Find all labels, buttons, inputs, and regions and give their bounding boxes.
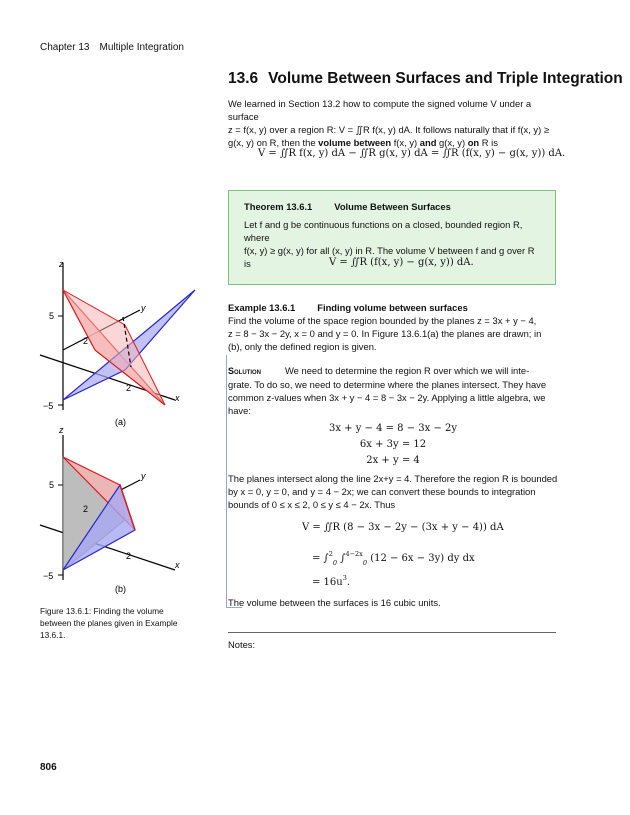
notes-label: Notes: [228,639,256,650]
intro-line-2: z = f(x, y) over a region R: V = ∬R f(x, y) dA. It follows naturally that if f(x, y) ≥ [228,124,549,135]
theorem-equation: V = ∬R (f(x, y) − g(x, y)) dA. [329,257,474,268]
section-heading [228,70,623,88]
page-number: 806 [40,762,57,773]
y-label-a: y [141,303,146,313]
theorem-title: Volume Between Surfaces [334,201,451,212]
integral-sign: ∫ [340,553,346,564]
example-body [228,314,558,353]
lower-limit: 0 [332,559,338,567]
z-label-b: z [59,425,64,435]
tick-2y-a: 2 [83,336,89,346]
solution-line-3: common z-values when 3x + y − 4 = 8 − 3x − 2y. Applying a little algebra, we [228,392,546,403]
intro-text: R is [479,137,498,148]
upper-limit: 2 [328,550,333,558]
theorem-line-3: is [244,258,251,269]
tick-minus5-a: −5 [43,401,54,411]
intro-line-1: We learned in Section 13.2 how to compute the signed volume V under a surface [228,98,532,122]
tick-2x-a: 2 [126,383,132,393]
theorem-line-2: f(x, y) ≥ g(x, y) for all (x, y) in R. The volume V between f and g over R [244,245,535,256]
solution-line-7: bounds of 0 ≤ x ≤ 2, 0 ≤ y ≤ 4 − 2x. Thus [228,499,396,510]
solution-line-5: The planes intersect along the line 2x+y = 4. Therefore the region R is bounded [228,473,558,484]
theorem-box [228,190,556,285]
unit-exponent: 3 [342,574,347,582]
intro-text: g(x, y) [436,137,468,148]
chapter-title: Multiple Integration [99,42,184,53]
solution-body-2 [228,472,558,511]
upper-limit: 4−2x [345,550,363,558]
integral-result: = 16u [312,577,343,588]
solution-text: We need to determine the region R over which we will inte- [285,365,530,376]
figure-a-plot [25,255,220,430]
subfigure-b-label: (b) [115,584,126,594]
integrand: (12 − 6x − 3y) dy dx [370,553,475,564]
integral-sign: = ∫ [312,553,329,564]
solution-line-4: have: [228,405,251,416]
section-number: 13.6 [228,70,259,87]
tick-5-a: 5 [49,311,55,321]
example-label: Example 13.6.1 [228,302,296,313]
notes-rule [228,632,556,633]
solution-line-2: grate. To do so, we need to determine where the planes intersect. They have [228,379,547,390]
x-label-b: x [175,560,180,570]
intro-bold-term: and [419,137,437,148]
equation-3: 2x + y = 4 [366,455,420,466]
example-line-1: Find the volume of the space region bounded by the planes z = 3x + y − 4, [228,315,537,326]
solution-line-1 [228,364,558,378]
integral-line-1: V = ∬R (8 − 3x − 2y − (3x + y − 4)) dA [302,522,504,533]
equation-2: 6x + 3y = 12 [359,439,427,450]
y-label-b: y [141,471,146,481]
solution-label: Solution [228,366,261,376]
chapter-number: Chapter 13 [40,42,90,53]
intro-equation: V = ∬R f(x, y) dA − ∬R g(x, y) dA = ∬R (f(x, y) − g(x, y)) dA. [258,148,566,159]
example-line-2: z = 8 − 3x − 2y, x = 0 and y = 0. In Figure 13.6.1(a) the planes are drawn; in [228,328,542,339]
figure-caption: Figure 13.6.1: Finding the volume between the planes given in Example 13.6.1. [40,606,178,640]
solution-margin-rule [226,355,227,608]
tick-minus5-b: −5 [43,571,54,581]
x-label-a: x [175,393,180,403]
intro-paragraph [228,97,558,149]
section-title: Volume Between Surfaces and Triple Integration [268,70,623,87]
example-title: Finding volume between surfaces [317,302,468,313]
algebra-equations [228,421,558,469]
example-heading [228,302,468,313]
lower-limit: 0 [362,559,367,567]
solution-body [228,364,558,417]
subfigure-a-label: (a) [115,417,126,427]
figure-b-plot [25,425,220,600]
theorem-heading [244,201,451,212]
tick-2x-b: 2 [126,551,132,561]
integral-line-2 [312,550,475,567]
running-header [40,42,184,53]
equation-1: 3x + y − 4 = 8 − 3x − 2y [328,423,458,434]
integral-line-3: = $16u^3$. [312,574,351,588]
conclusion-text: The volume between the surfaces is 16 cubic units. [228,597,441,608]
z-label-a: z [59,259,64,269]
tick-2y-b: 2 [83,504,89,514]
tick-5-b: 5 [49,480,55,490]
intro-text: g(x, y) on R, then the [228,137,319,148]
example-line-3: (b), only the defined region is given. [228,341,377,352]
intro-text: f(x, y) [391,137,420,148]
theorem-line-1: Let f and g be continuous functions on a closed, bounded region R, where [244,219,523,243]
solution-line-6: by x = 0, y = 0, and y = 4 − 2x; we can convert these bounds to integration [228,486,536,497]
theorem-label: Theorem 13.6.1 [244,201,313,212]
intro-bold-term: volume between [318,137,392,148]
intro-bold-term: on [467,137,480,148]
